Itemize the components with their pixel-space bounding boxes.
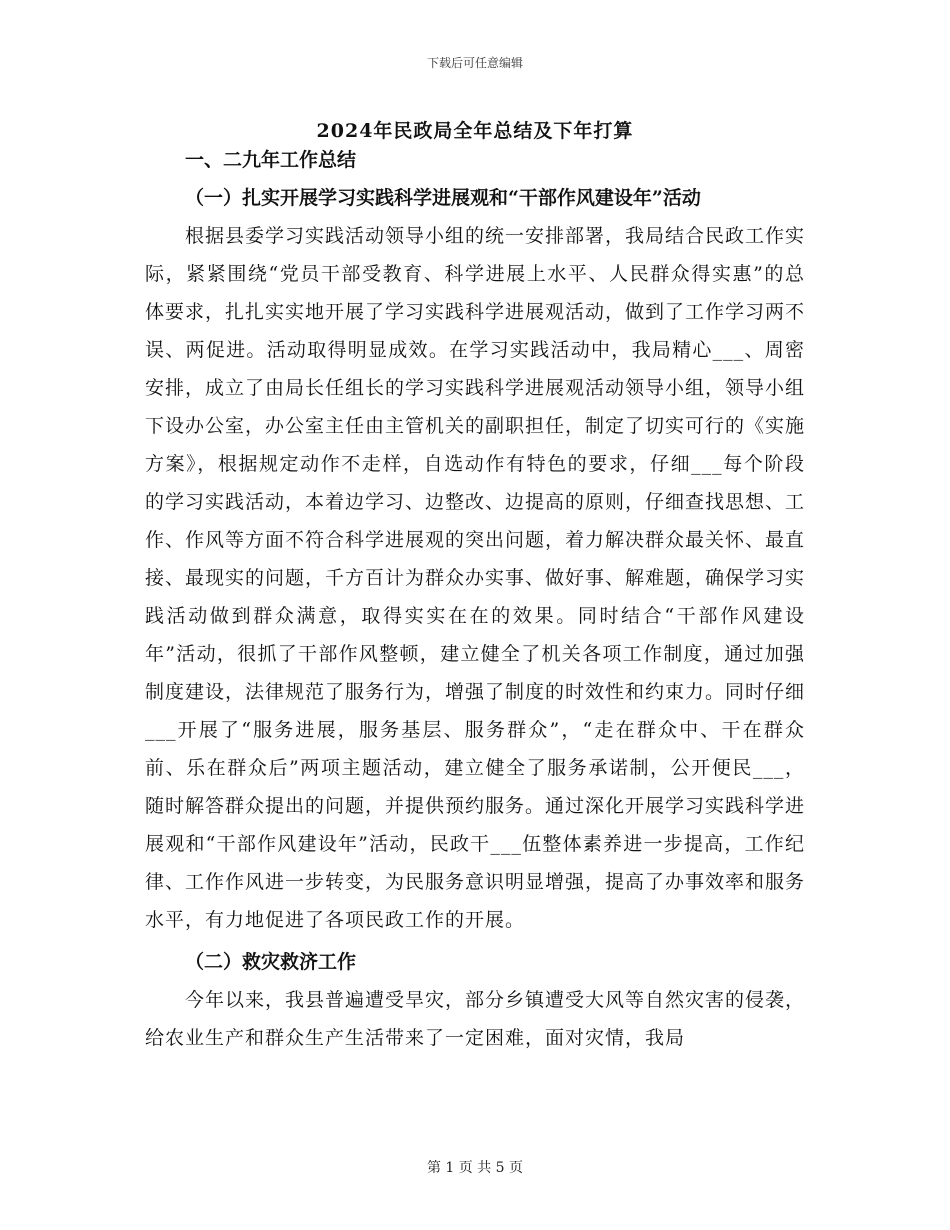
subsection-heading-2: （二）救灾救济工作 <box>185 951 357 973</box>
paragraph-2: 今年以来，我县普遍遭受旱灾，部分乡镇遭受大风等自然灾害的侵袭，给农业生产和群众生产生活带来了一定困难，面对灾情，我局 <box>145 989 806 1049</box>
paragraph-1: 根据县委学习实践活动领导小组的统一安排部署，我局结合民政工作实际，紧紧围绕“党员干部受教育、科学进展上水平、人民群众得实惠”的总体要求，扎扎实实地开展了学习实践科学进展观活动，做到了工作学习两不误、两促进。活动取得明显成效。在学习实践活动中，我局精心___、周密安排，成立了由局长任组长的学习实践科学进展观活动领导小组，领导小组下设办公室，办公室主任由主管机关的副职担任，制定了切实可行的《实施方案》，根据规定动作不走样，自选动作有特色的要求，仔细___每个阶段的学习实践活动，本着边学习、边整改、边提高的原则，仔细查找思想、工作、作风等方面不符合科学进展观的突出问题，着力解决群众最关怀、最直接、最现实的问题，千方百计为群众办实事、做好事、解难题，确保学习实践活动做到群众满意，取得实实在在的效果。同时结合“干部作风建设年”活动，很抓了干部作风整顿，建立健全了机关各项工作制度，通过加强制度建设，法律规范了服务行为，增强了制度的时效性和约束力。同时仔细___开展了“服务进展，服务基层、服务群众”，“走在群众中、干在群众前、乐在群众后”两项主题活动，建立健全了服务承诺制，公开便民___，随时解答群众提出的问题，并提供预约服务。通过深化开展学习实践科学进展观和“干部作风建设年”活动，民政干___伍整体素养进一步提高，工作纪律、工作作风进一步转变，为民服务意识明显增强，提高了办事效率和服务水平，有力地促进了各项民政工作的开展。 <box>145 225 806 931</box>
page-footer: 第 1 页 共 5 页 <box>426 1160 524 1176</box>
subsection-heading-1: （一）扎实开展学习实践科学进展观和“干部作风建设年”活动 <box>185 187 701 209</box>
header-note: 下载后可任意编辑 <box>426 56 523 70</box>
section-heading-1: 一、二九年工作总结 <box>185 149 357 171</box>
document-title: 2024年民政局全年总结及下年打算 <box>316 120 634 142</box>
document-body <box>145 141 805 1057</box>
